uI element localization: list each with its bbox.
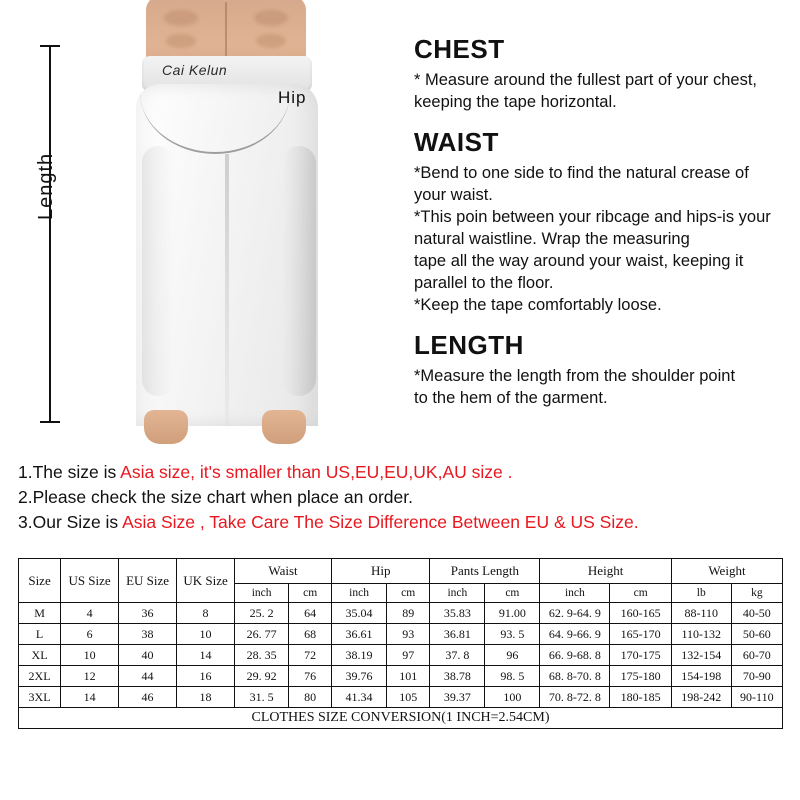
chest-heading: CHEST [414, 34, 505, 64]
unit-weight-kg: kg [731, 584, 782, 603]
length-axis-label: Length [35, 152, 57, 220]
cell-uk: 16 [177, 666, 235, 687]
cell-height-cm: 175-180 [610, 666, 671, 687]
ab-shade [256, 34, 286, 48]
cell-eu: 40 [119, 645, 177, 666]
model-figure [106, 0, 356, 446]
cell-us: 12 [61, 666, 119, 687]
cell-size: XL [19, 645, 61, 666]
th-waist: Waist [235, 559, 332, 584]
cell-length-inch: 37. 8 [430, 645, 485, 666]
measuring-instructions [414, 34, 792, 409]
table-row [19, 603, 783, 624]
table-row [19, 645, 783, 666]
chest-line: * Measure around the fullest part of your chest, [414, 71, 758, 89]
cell-height-inch: 62. 9-64. 9 [540, 603, 610, 624]
cell-uk: 8 [177, 603, 235, 624]
waist-heading: WAIST [414, 127, 499, 157]
cell-height-inch: 70. 8-72. 8 [540, 687, 610, 708]
leg-shading-left [142, 146, 174, 396]
note-3-plain: 3.Our Size is [18, 512, 123, 532]
cell-height-inch: 64. 9-66. 9 [540, 624, 610, 645]
cell-length-cm: 98. 5 [485, 666, 540, 687]
table-footer-note: CLOTHES SIZE CONVERSION(1 INCH=2.54CM) [19, 708, 783, 729]
hip-measure-label: Hip [278, 88, 307, 107]
unit-height-inch: inch [540, 584, 610, 603]
cell-us: 14 [61, 687, 119, 708]
cell-hip-inch: 35.04 [332, 603, 387, 624]
size-conversion-table [18, 558, 783, 729]
note-1-highlight: Asia size, it's smaller than US,EU,EU,UK,AU size . [120, 462, 513, 482]
th-weight: Weight [671, 559, 782, 584]
size-table-wrapper [18, 558, 783, 729]
cell-size: M [19, 603, 61, 624]
cell-size: 3XL [19, 687, 61, 708]
th-height: Height [540, 559, 672, 584]
brand-text: Cai Kelun [162, 62, 228, 78]
length-measure-bracket [35, 45, 60, 423]
cell-weight-kg: 90-110 [731, 687, 782, 708]
foot-right [262, 410, 306, 444]
length-heading: LENGTH [414, 330, 524, 360]
cell-hip-inch: 39.76 [332, 666, 387, 687]
ab-shade [166, 34, 196, 48]
cell-hip-cm: 101 [387, 666, 430, 687]
note-2: 2.Please check the size chart when place an order. [18, 487, 413, 507]
cell-waist-inch: 31. 5 [235, 687, 289, 708]
th-size: Size [19, 559, 61, 603]
bracket-line [49, 45, 51, 423]
unit-waist-cm: cm [289, 584, 332, 603]
cell-us: 10 [61, 645, 119, 666]
cell-length-inch: 35.83 [430, 603, 485, 624]
cell-hip-inch: 41.34 [332, 687, 387, 708]
cell-weight-kg: 60-70 [731, 645, 782, 666]
cell-height-cm: 180-185 [610, 687, 671, 708]
leg-shading-right [282, 146, 316, 396]
waist-line: natural waistline. Wrap the measuring [414, 230, 690, 248]
cell-height-cm: 170-175 [610, 645, 671, 666]
cell-eu: 38 [119, 624, 177, 645]
cell-hip-cm: 105 [387, 687, 430, 708]
cell-weight-lb: 198-242 [671, 687, 731, 708]
chest-line: keeping the tape horizontal. [414, 93, 617, 111]
cell-length-inch: 36.81 [430, 624, 485, 645]
cell-height-cm: 160-165 [610, 603, 671, 624]
waist-line: your waist. [414, 186, 493, 204]
note-1-plain: 1.The size is [18, 462, 121, 482]
table-row [19, 687, 783, 708]
cell-weight-lb: 88-110 [671, 603, 731, 624]
cell-length-inch: 39.37 [430, 687, 485, 708]
th-us-size: US Size [61, 559, 119, 603]
cell-weight-kg: 70-90 [731, 666, 782, 687]
unit-hip-inch: inch [332, 584, 387, 603]
cell-uk: 14 [177, 645, 235, 666]
foot-left [144, 410, 188, 444]
th-hip: Hip [332, 559, 430, 584]
cell-size: 2XL [19, 666, 61, 687]
cell-length-inch: 38.78 [430, 666, 485, 687]
table-group-header-row [19, 559, 783, 584]
unit-waist-inch: inch [235, 584, 289, 603]
unit-weight-lb: lb [671, 584, 731, 603]
cell-weight-kg: 50-60 [731, 624, 782, 645]
cell-hip-inch: 38.19 [332, 645, 387, 666]
cell-length-cm: 91.00 [485, 603, 540, 624]
cell-weight-lb: 110-132 [671, 624, 731, 645]
unit-length-cm: cm [485, 584, 540, 603]
unit-height-cm: cm [610, 584, 671, 603]
th-uk-size: UK Size [177, 559, 235, 603]
cell-length-cm: 96 [485, 645, 540, 666]
cell-length-cm: 100 [485, 687, 540, 708]
cell-eu: 46 [119, 687, 177, 708]
unit-length-inch: inch [430, 584, 485, 603]
cell-waist-inch: 26. 77 [235, 624, 289, 645]
bracket-cap-bottom [40, 421, 60, 423]
cell-length-cm: 93. 5 [485, 624, 540, 645]
model-illustration [88, 0, 378, 455]
cell-waist-cm: 64 [289, 603, 332, 624]
th-eu-size: EU Size [119, 559, 177, 603]
cell-weight-lb: 154-198 [671, 666, 731, 687]
waist-line: *Bend to one side to find the natural crease of [414, 164, 749, 182]
cell-waist-cm: 68 [289, 624, 332, 645]
cell-hip-cm: 97 [387, 645, 430, 666]
notes-block [18, 460, 788, 535]
unit-hip-cm: cm [387, 584, 430, 603]
cell-hip-inch: 36.61 [332, 624, 387, 645]
waist-line: *Keep the tape comfortably loose. [414, 296, 662, 314]
length-line: *Measure the length from the shoulder point [414, 367, 736, 385]
note-3-highlight: Asia Size , Take Care The Size Difference Between EU & US Size. [122, 512, 639, 532]
cell-hip-cm: 89 [387, 603, 430, 624]
ab-shade [164, 10, 198, 26]
waist-line: tape all the way around your waist, keeping it [414, 252, 744, 270]
cell-eu: 44 [119, 666, 177, 687]
cell-waist-cm: 80 [289, 687, 332, 708]
waist-line: *This poin between your ribcage and hips-is your [414, 208, 771, 226]
cell-eu: 36 [119, 603, 177, 624]
table-footer-row [19, 708, 783, 729]
cell-us: 4 [61, 603, 119, 624]
cell-waist-inch: 29. 92 [235, 666, 289, 687]
ab-shade [254, 10, 288, 26]
cell-waist-cm: 76 [289, 666, 332, 687]
cell-uk: 10 [177, 624, 235, 645]
cell-size: L [19, 624, 61, 645]
th-pants-length: Pants Length [430, 559, 540, 584]
table-row [19, 624, 783, 645]
table-row [19, 666, 783, 687]
cell-hip-cm: 93 [387, 624, 430, 645]
cell-waist-inch: 25. 2 [235, 603, 289, 624]
cell-height-inch: 68. 8-70. 8 [540, 666, 610, 687]
note-3 [18, 510, 788, 535]
cell-weight-lb: 132-154 [671, 645, 731, 666]
cell-us: 6 [61, 624, 119, 645]
note-1 [18, 460, 788, 485]
cell-height-inch: 66. 9-68. 8 [540, 645, 610, 666]
cell-waist-inch: 28. 35 [235, 645, 289, 666]
cell-weight-kg: 40-50 [731, 603, 782, 624]
waist-line: parallel to the floor. [414, 274, 554, 292]
cell-waist-cm: 72 [289, 645, 332, 666]
length-line: to the hem of the garment. [414, 389, 608, 407]
cell-height-cm: 165-170 [610, 624, 671, 645]
cell-uk: 18 [177, 687, 235, 708]
